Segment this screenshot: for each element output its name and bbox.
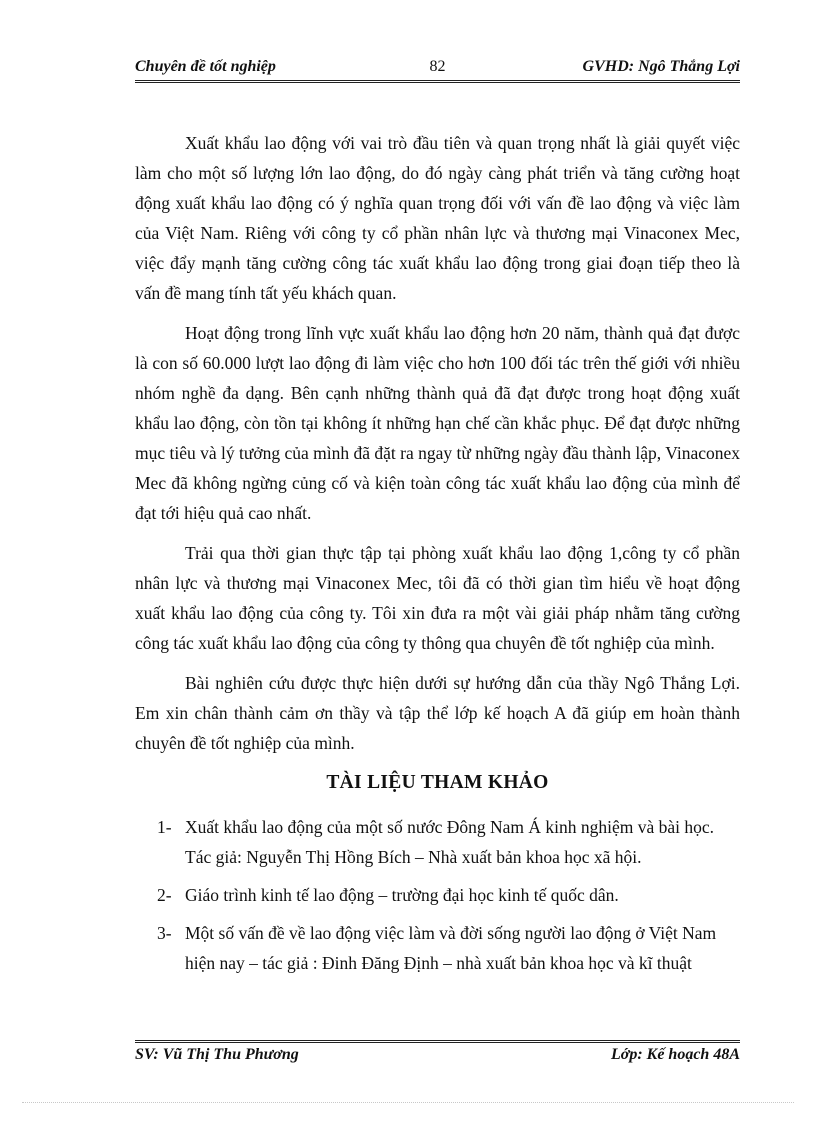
reference-number: 3-: [157, 923, 172, 943]
reference-text: Một số vấn đề về lao động việc làm và đời sống người lao động ở Việt Nam hiện nay – tác giả : Đinh Đăng Định – nhà xuất bản khoa học và kĩ thuật: [185, 923, 717, 973]
page-number: 82: [429, 58, 446, 75]
reference-number: 2-: [157, 885, 172, 905]
document-body: [135, 128, 740, 986]
reference-item: [135, 918, 740, 978]
page-edge-divider: [22, 1102, 794, 1103]
reference-text: Xuất khẩu lao động của một số nước Đông Nam Á kinh nghiệm và bài học. Tác giả: Nguyễn Thị Hồng Bích – Nhà xuất bản khoa học xã hội.: [185, 817, 715, 867]
reference-item: [135, 812, 740, 872]
header-supervisor: GVHD: Ngô Thắng Lợi: [582, 58, 740, 75]
footer-student: SV: Vũ Thị Thu Phương: [135, 1046, 299, 1063]
paragraph-1: Xuất khẩu lao động với vai trò đầu tiên và quan trọng nhất là giải quyết việc làm cho một số lượng lớn lao động, do đó ngày càng phát triển và tăng cường hoạt động xuất khẩu lao động có ý nghĩa quan trọng đối với vấn đề lao động và việc làm của Việt Nam. Riêng với công ty cổ phần nhân lực và thương mại Vinaconex Mec, việc đẩy mạnh tăng cường công tác xuất khẩu lao động trong giai đoạn tiếp theo là vấn đề mang tính tất yếu khách quan.: [135, 133, 740, 303]
footer-class: Lớp: Kế hoạch 48A: [610, 1046, 740, 1063]
reference-item: [135, 880, 740, 910]
reference-number: 1-: [157, 817, 172, 837]
paragraph-2: Hoạt động trong lĩnh vực xuất khẩu lao động hơn 20 năm, thành quả đạt được là con số 60.000 lượt lao động đi làm việc cho hơn 100 đối tác trên thế giới với nhiều nhóm nghề đa dạng. Bên cạnh những thành quả đã đạt được trong hoạt động xuất khẩu lao động, còn tồn tại không ít những hạn chế cần khắc phục. Để đạt được những mục tiêu và lý tưởng của mình đã đặt ra ngay từ những ngày đầu thành lập, Vinaconex Mec đã không ngừng củng cố và kiện toàn công tác xuất khẩu lao động của mình để đạt tới hiệu quả cao nhất.: [135, 323, 740, 523]
references-title: TÀI LIỆU THAM KHẢO: [326, 772, 549, 793]
paragraph-3: Trải qua thời gian thực tập tại phòng xuất khẩu lao động 1,công ty cổ phần nhân lực và thương mại Vinaconex Mec, tôi đã có thời gian tìm hiểu về hoạt động xuất khẩu lao động của công ty. Tôi xin đưa ra một vài giải pháp nhằm tăng cường công tác xuất khẩu lao động của công ty thông qua chuyên đề tốt nghiệp của mình.: [135, 543, 740, 653]
reference-text: Giáo trình kinh tế lao động – trường đại học kinh tế quốc dân.: [185, 885, 619, 905]
header-course-title: Chuyên đề tốt nghiệp: [135, 58, 276, 75]
page-footer: [135, 1046, 740, 1068]
footer-rule: [135, 1040, 740, 1043]
header-rule: [135, 80, 740, 83]
paragraph-4: Bài nghiên cứu được thực hiện dưới sự hướng dẫn của thầy Ngô Thắng Lợi. Em xin chân thành cảm ơn thầy và tập thể lớp kế hoạch A đã giúp em hoàn thành chuyên đề tốt nghiệp của mình.: [135, 673, 740, 753]
references-list: [135, 812, 740, 978]
page-header: [135, 58, 740, 80]
